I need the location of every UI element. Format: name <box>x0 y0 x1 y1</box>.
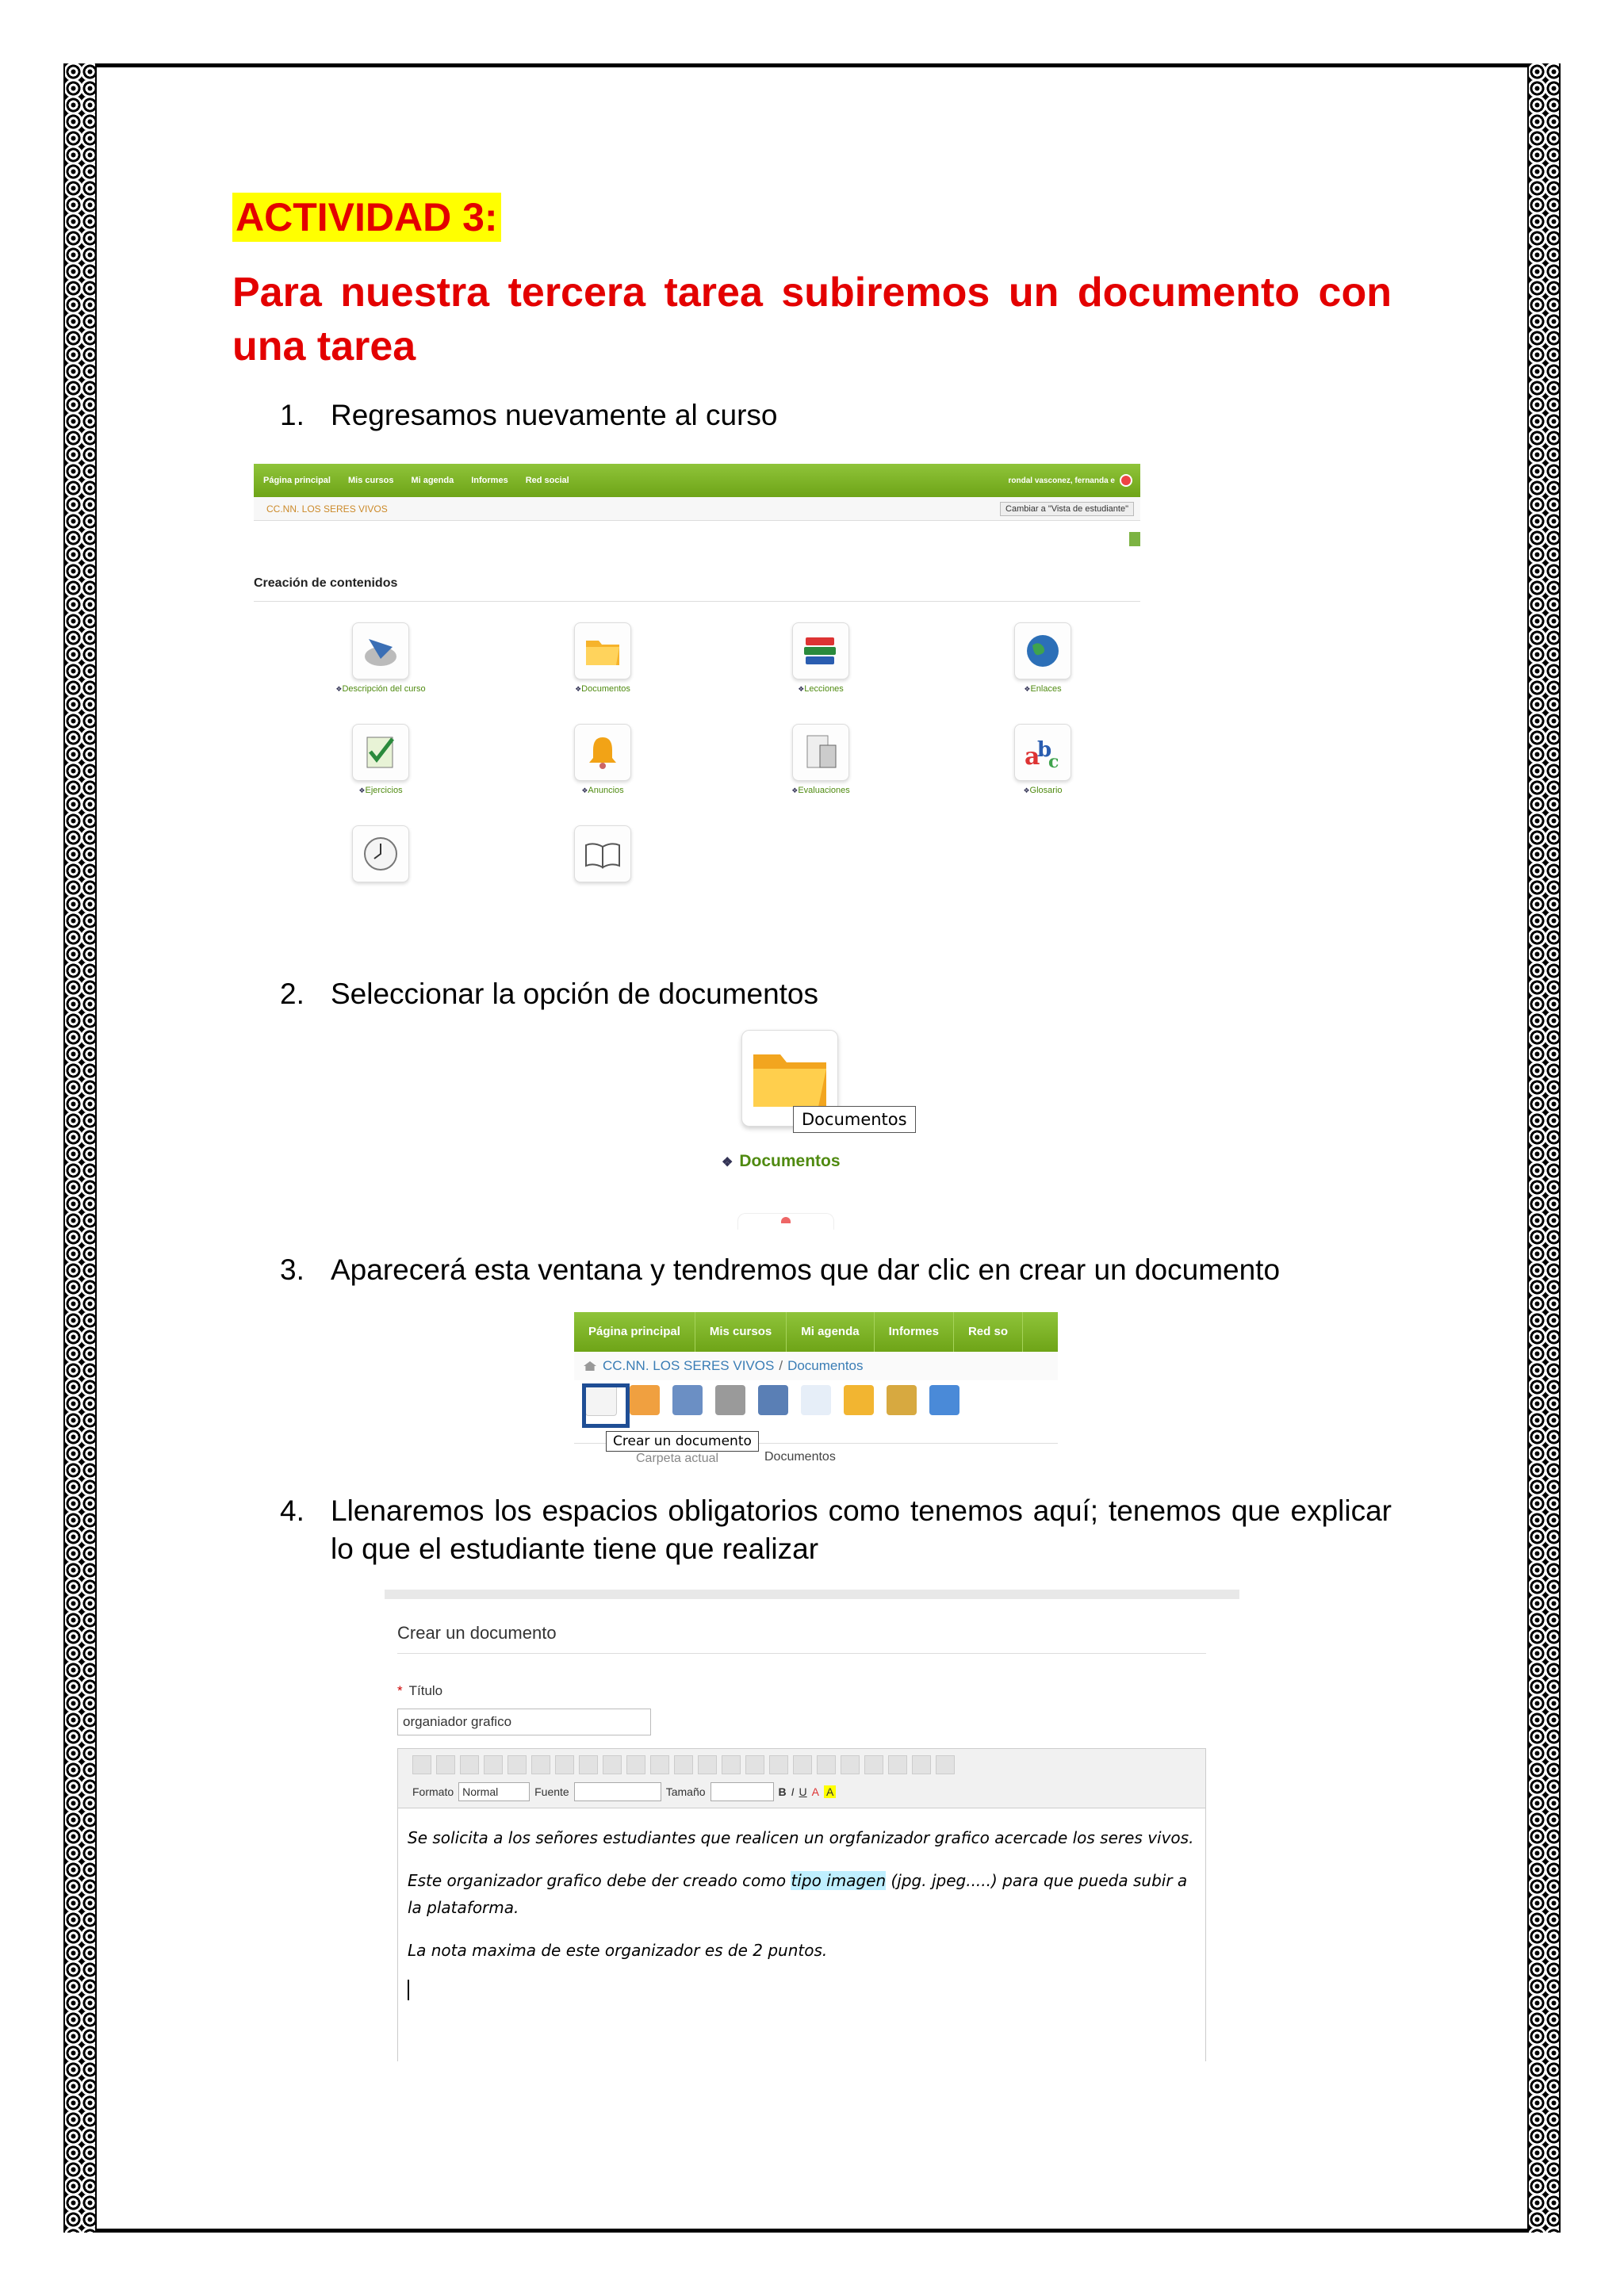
create-template-icon[interactable] <box>630 1385 660 1415</box>
editor-paragraph-1: Se solicita a los señores estudiantes que realicen un orgfanizador grafico acercade los seres vivos. <box>408 1828 1194 1847</box>
tool-label: ❖ Documentos <box>511 684 694 694</box>
user-menu[interactable]: rondal vasconez, fernanda e <box>1008 476 1115 485</box>
step-4 <box>280 1492 1392 1568</box>
clock-icon <box>352 825 409 882</box>
breadcrumb-course[interactable]: CC.NN. LOS SERES VIVOS <box>266 503 388 515</box>
next-tile-partial <box>737 1213 834 1230</box>
tool-documents[interactable] <box>511 622 694 694</box>
tool-assessments[interactable] <box>730 724 912 795</box>
nav-home[interactable]: Página principal <box>574 1312 695 1352</box>
export-icon[interactable] <box>1129 532 1140 546</box>
tool-label: ❖ Ejercicios <box>289 786 472 795</box>
globe-icon <box>1014 622 1071 679</box>
step-text: Regresamos nuevamente al curso <box>331 399 778 431</box>
align-justify-icon[interactable] <box>912 1755 931 1774</box>
nav-courses[interactable]: Mis cursos <box>347 476 394 485</box>
decorative-border-right <box>1527 63 1561 2233</box>
tool-book[interactable] <box>511 825 694 882</box>
size-select[interactable] <box>710 1782 774 1801</box>
italic-icon[interactable]: I <box>791 1785 795 1798</box>
step-number: 3. <box>280 1253 304 1286</box>
current-folder-select[interactable]: Documentos <box>764 1450 836 1464</box>
divider <box>254 601 1140 602</box>
nav-reports[interactable]: Informes <box>471 476 508 485</box>
cap-icon: ❖ <box>722 1156 733 1169</box>
breadcrumb-documents[interactable]: Documentos <box>787 1358 864 1373</box>
step-2 <box>280 975 818 1013</box>
step-3 <box>280 1251 1280 1289</box>
svg-text:c: c <box>1048 752 1059 772</box>
underline-icon[interactable]: U <box>799 1785 807 1798</box>
undo-icon[interactable] <box>508 1755 527 1774</box>
form-title: Crear un documento <box>397 1623 557 1643</box>
create-document-tooltip: Crear un documento <box>606 1431 759 1452</box>
breadcrumb-course[interactable]: CC.NN. LOS SERES VIVOS <box>603 1358 775 1373</box>
format-label: Formato <box>412 1785 454 1798</box>
calculator-icon <box>792 724 849 781</box>
breadcrumb <box>254 497 1140 521</box>
decorative-border-left <box>63 63 97 2233</box>
divider <box>397 1653 1206 1654</box>
current-folder-label: Carpeta actual <box>636 1452 719 1465</box>
video-icon[interactable] <box>626 1755 645 1774</box>
bullet-list-icon[interactable] <box>817 1755 836 1774</box>
documents-label: Documentos <box>739 1152 841 1170</box>
editor-text: (jpg. jpeg.....) para que pueda subir a la plataforma. <box>408 1871 1188 1917</box>
record-audio-icon[interactable] <box>715 1385 745 1415</box>
tool-course-description[interactable] <box>289 622 472 694</box>
align-left-icon[interactable] <box>864 1755 883 1774</box>
activity-heading: ACTIVIDAD 3: <box>232 193 501 242</box>
breadcrumb <box>574 1352 1058 1380</box>
tool-exercises[interactable] <box>289 724 472 795</box>
editor-toolbar <box>398 1749 1205 1808</box>
editor-content[interactable] <box>398 1808 1205 2024</box>
documents-toolbar-screenshot <box>574 1312 1058 1471</box>
new-page-icon[interactable] <box>436 1755 455 1774</box>
editor-toolbar-row-2 <box>412 1782 836 1801</box>
nav-reports[interactable]: Informes <box>875 1312 954 1352</box>
tool-links[interactable] <box>952 622 1134 694</box>
home-icon[interactable] <box>584 1361 596 1371</box>
step-number: 1. <box>280 399 304 431</box>
logout-icon[interactable] <box>1120 474 1132 487</box>
tool-label: ❖ Descripción del curso <box>289 684 472 694</box>
documents-tile-screenshot <box>698 1027 936 1225</box>
math-icon[interactable] <box>722 1755 741 1774</box>
text-cursor <box>408 1980 409 2000</box>
open-book-icon <box>574 825 631 882</box>
font-label: Fuente <box>534 1785 569 1798</box>
bold-icon[interactable]: B <box>778 1785 787 1798</box>
title-input[interactable]: organiador grafico <box>397 1709 651 1735</box>
books-icon <box>792 622 849 679</box>
tool-label: ❖ Glosario <box>952 786 1134 795</box>
required-mark: * <box>397 1683 403 1698</box>
save-icon[interactable] <box>412 1755 431 1774</box>
special-char-icon[interactable] <box>769 1755 788 1774</box>
rich-text-editor <box>397 1748 1206 2061</box>
nav-agenda[interactable]: Mi agenda <box>787 1312 874 1352</box>
table-icon[interactable] <box>698 1755 717 1774</box>
redo-icon[interactable] <box>531 1755 550 1774</box>
step-text: Aparecerá esta ventana y tendremos que dar clic en crear un documento <box>331 1253 1281 1286</box>
editor-paragraph-2 <box>408 1867 1196 1921</box>
abc-icon <box>1014 724 1071 781</box>
size-label: Tamaño <box>665 1785 706 1798</box>
step-1 <box>280 396 778 434</box>
font-select[interactable] <box>574 1782 661 1801</box>
tool-glossary[interactable] <box>952 724 1134 795</box>
sum-icon[interactable] <box>745 1755 764 1774</box>
paste-icon[interactable] <box>484 1755 503 1774</box>
editor-text: Este organizador grafico debe der creado como <box>408 1871 787 1890</box>
window-topbar <box>385 1590 1239 1599</box>
nav-social[interactable]: Red social <box>525 476 569 485</box>
title-label-text: Título <box>408 1683 443 1698</box>
editor-toolbar-row-1 <box>412 1755 955 1774</box>
tool-time[interactable] <box>289 825 472 882</box>
speaker-icon[interactable] <box>758 1385 788 1415</box>
student-view-button[interactable]: Cambiar a "Vista de estudiante" <box>1000 502 1134 516</box>
step-number: 2. <box>280 978 304 1010</box>
tool-label: ❖ Lecciones <box>730 684 912 694</box>
tool-label: ❖ Anuncios <box>511 786 694 795</box>
text-color-icon[interactable]: A <box>811 1785 820 1798</box>
ordered-list-icon[interactable] <box>793 1755 812 1774</box>
tool-announcements[interactable] <box>511 724 694 795</box>
top-navbar <box>574 1312 1058 1352</box>
activity-subheading: Para nuestra tercera tarea subiremos un documento con una tarea <box>232 270 1392 369</box>
tool-label: ❖ Evaluaciones <box>730 786 912 795</box>
compass-icon <box>352 622 409 679</box>
selected-highlight <box>582 1383 630 1428</box>
course-home-screenshot <box>254 464 1140 896</box>
templates-icon[interactable] <box>460 1755 479 1774</box>
link-icon[interactable] <box>555 1755 574 1774</box>
flash-icon[interactable] <box>603 1755 622 1774</box>
source-icon[interactable] <box>936 1755 955 1774</box>
svg-text:b: b <box>1037 738 1052 762</box>
upload-icon[interactable] <box>801 1385 831 1415</box>
editor-paragraph-3: La nota maxima de este organizador es de 2 puntos. <box>408 1941 828 1960</box>
top-navbar <box>254 464 1140 497</box>
highlight-icon[interactable]: A <box>824 1785 836 1798</box>
image-icon[interactable] <box>579 1755 598 1774</box>
audio-icon[interactable] <box>674 1755 693 1774</box>
breadcrumb-separator: / <box>779 1358 783 1373</box>
nav-agenda[interactable]: Mi agenda <box>411 476 454 485</box>
tool-lessons[interactable] <box>730 622 912 694</box>
highlighted-text: tipo imagen <box>791 1871 887 1890</box>
format-select[interactable]: Normal <box>458 1782 530 1801</box>
quota-icon[interactable] <box>929 1385 959 1415</box>
title-field-label <box>397 1683 442 1699</box>
tool-label: ❖ Enlaces <box>952 684 1134 694</box>
document-toolbar <box>574 1380 1058 1420</box>
documents-link[interactable] <box>722 1152 841 1171</box>
checklist-icon <box>352 724 409 781</box>
step-number: 4. <box>280 1494 304 1527</box>
documents-tooltip: Documentos <box>793 1106 916 1133</box>
move-folder-icon[interactable] <box>887 1385 917 1415</box>
create-draw-icon[interactable] <box>672 1385 703 1415</box>
nav-social[interactable]: Red so <box>954 1312 1023 1352</box>
horizontal-rule-icon[interactable] <box>841 1755 860 1774</box>
nav-courses[interactable]: Mis cursos <box>695 1312 787 1352</box>
align-center-icon[interactable] <box>888 1755 907 1774</box>
nav-home[interactable]: Página principal <box>263 476 331 485</box>
folder-icon <box>574 622 631 679</box>
section-title: Creación de contenidos <box>254 576 398 590</box>
youtube-icon[interactable] <box>650 1755 669 1774</box>
create-document-form-screenshot <box>385 1590 1239 2061</box>
svg-text:a: a <box>1025 743 1040 771</box>
bell-icon <box>574 724 631 781</box>
new-folder-icon[interactable] <box>844 1385 874 1415</box>
step-text: Seleccionar la opción de documentos <box>331 978 818 1010</box>
step-text: Llenaremos los espacios obligatorios como tenemos aquí; tenemos que explicar lo que el estudiante tiene que realizar <box>331 1494 1392 1565</box>
